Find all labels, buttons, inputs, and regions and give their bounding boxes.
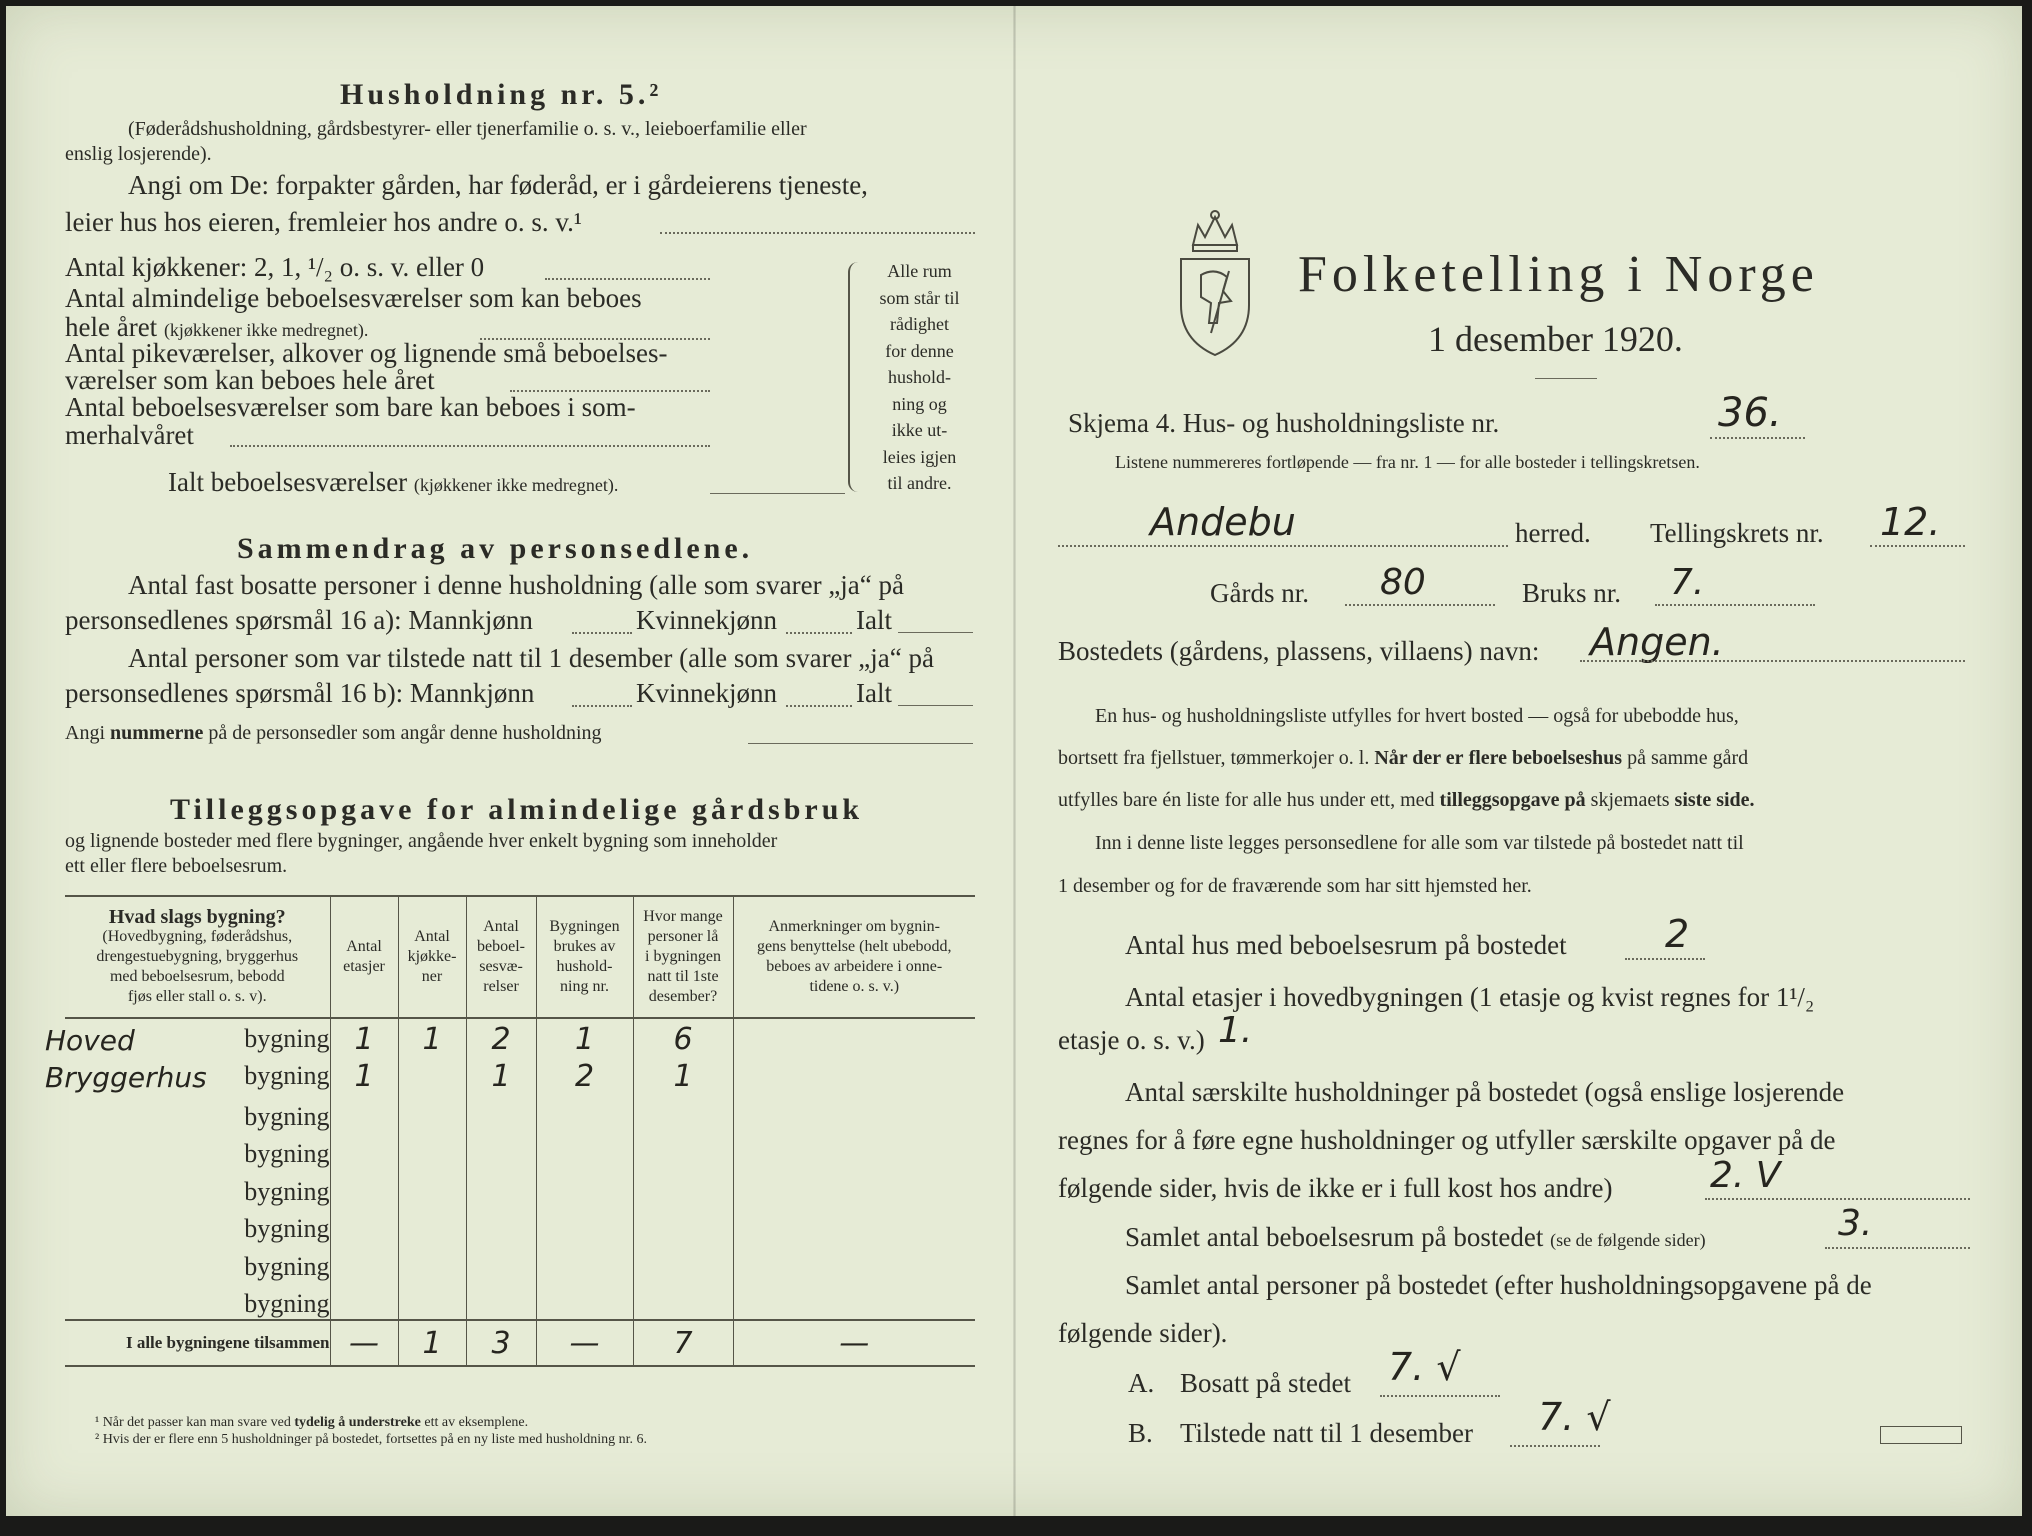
cell-hushold <box>536 1132 633 1170</box>
table-row <box>65 1094 975 1132</box>
building-type-cell <box>65 1244 330 1282</box>
households-line-1: Antal særskilte husholdninger på bostedet (også enslige losjerende <box>1125 1077 1845 1107</box>
footnote-1 <box>95 1415 528 1431</box>
building-word: bygning <box>244 1251 330 1281</box>
cell-remarks <box>733 1057 975 1095</box>
header-line: kjøkke- <box>407 948 457 965</box>
cell-kjokken <box>398 1057 466 1095</box>
summary-2a: Antal personer som var tilstede natt til 1 desember (alle som svarer „ja“ på <box>128 643 934 673</box>
building-word: bygning <box>244 1176 330 1206</box>
instr-3b: tilleggsopgave på <box>1439 789 1586 811</box>
instr-5: 1 desember og for de fraværende som har sitt hjemsted her. <box>1058 875 1532 897</box>
household-intro-2: enslig losjerende). <box>65 143 212 165</box>
summary-2-total: Ialt <box>856 678 892 708</box>
krets-value: 12. <box>1880 500 1941 544</box>
table-row <box>65 1169 975 1207</box>
person-numbers-line <box>65 722 602 745</box>
col-floors <box>330 896 398 1018</box>
table-row <box>65 1018 975 1057</box>
summary-1-total: Ialt <box>856 605 892 635</box>
building-type-cell <box>65 1094 330 1132</box>
rooms1-b: hele året <box>65 312 158 342</box>
rooms1-b-small: (kjøkkener ikke medregnet). <box>163 320 369 340</box>
present-label: Tilstede natt til 1 desember <box>1180 1418 1473 1448</box>
side-note-line: for denne <box>885 340 954 361</box>
floors-value: 1. <box>1218 1010 1253 1051</box>
cell-remarks <box>733 1169 975 1207</box>
instr-2 <box>1058 747 1748 770</box>
cell-remarks <box>733 1207 975 1245</box>
total-persons-line-1: Samlet antal personer på bostedet (efter husholdningsopgavene på de <box>1125 1270 1872 1300</box>
side-note-line: rådighet <box>890 314 949 334</box>
header-line: natt til 1ste <box>647 968 719 985</box>
total-rooms-label: Ialt beboelsesværelser <box>168 467 408 497</box>
header-line: tidene o. s. v.) <box>809 978 900 995</box>
gards-value: 80 <box>1380 562 1426 603</box>
floors-line-1: Antal etasjer i hovedbygningen (1 etasje og kvist regnes for 1¹/₂ <box>1125 982 1815 1012</box>
summary-1b: personsedlenes spørsmål 16 a): Mannkjønn <box>65 605 533 635</box>
household-intro: (Føderådshusholdning, gårdsbestyrer- eller tjenerfamilie o. s. v., leieboerfamilie eller <box>128 118 807 140</box>
households-line-3: følgende sider, hvis de ikke er i full kost hos andre) <box>1058 1173 1613 1203</box>
col-building-type-desc <box>65 927 330 1007</box>
table-row <box>65 1057 975 1095</box>
instr-3c: skjemaets <box>1590 789 1670 811</box>
households-value: 2. V <box>1710 1155 1781 1196</box>
side-note-line: hushold- <box>888 367 951 387</box>
list-note: Listene nummereres fortløpende — fra nr. 1 — for alle bosteder i tellingskretsen. <box>1115 452 1700 472</box>
total-kjokken: 1 <box>398 1320 466 1366</box>
instr-1: En hus- og husholdningsliste utfylles for hvert bosted — også for ubebodde hus, <box>1095 705 1739 727</box>
houses-label: Antal hus med beboelsesrum på bostedet <box>1125 930 1567 960</box>
cell-kjokken <box>398 1244 466 1282</box>
schema-number: 36. <box>1718 390 1782 436</box>
building-type-cell <box>65 1169 330 1207</box>
footnote-1a: ¹ Når det passer kan man svare ved <box>95 1415 291 1430</box>
building-word: bygning <box>244 1289 330 1318</box>
building-type-cell <box>65 1282 330 1321</box>
angi-line-1: Angi om De: forpakter gården, har føderåd, er i gårdeierens tjeneste, <box>128 170 868 200</box>
numbers-b: nummerne <box>110 722 204 744</box>
side-note-line: Alle rum <box>887 261 952 281</box>
header-line: fjøs eller stall o. s. v). <box>127 988 267 1005</box>
header-line: med beboelsesrum, bebodd <box>109 968 285 985</box>
bruks-value: 7. <box>1670 562 1705 603</box>
rooms2-line-a: Antal pikeværelser, alkover og lignende små beboelses- <box>65 338 668 368</box>
cell-hushold <box>536 1244 633 1282</box>
cell-kjokken <box>398 1132 466 1170</box>
col-building-type-title: Hvad slags bygning? <box>108 906 286 928</box>
bosted-value: Angen. <box>1590 620 1724 664</box>
cell-remarks <box>733 1132 975 1170</box>
summary-1a: Antal fast bosatte personer i denne husholdning (alle som svarer „ja“ på <box>128 570 904 600</box>
col-persons <box>633 896 733 1018</box>
cell-vaerelser <box>466 1094 536 1132</box>
instr-2c: flere beboelseshus <box>1468 747 1623 769</box>
col-remarks <box>733 896 975 1018</box>
cell-vaerelser <box>466 1132 536 1170</box>
col-rooms <box>466 896 536 1018</box>
total-rooms-fill <box>710 493 845 494</box>
building-word: bygning <box>244 1214 330 1243</box>
cell-hushold <box>536 1207 633 1245</box>
resident-value: 7. √ <box>1388 1345 1461 1389</box>
buildings-table <box>45 895 975 1367</box>
cell-vaerelser: 1 <box>466 1057 536 1095</box>
cell-personer <box>633 1132 733 1170</box>
instr-3 <box>1058 789 1755 812</box>
building-type-cell <box>45 1057 330 1095</box>
cell-personer <box>633 1094 733 1132</box>
total-row-label: I alle bygningene tilsammen <box>65 1320 330 1366</box>
cell-kjokken <box>398 1207 466 1245</box>
present-letter: B. <box>1128 1418 1153 1448</box>
supplement-title: Tilleggsopgave for almindelige gårdsbruk <box>170 793 864 826</box>
cell-etasjer <box>330 1169 398 1207</box>
title-rule <box>1535 378 1597 379</box>
cell-vaerelser: 2 <box>466 1018 536 1057</box>
building-type-cell <box>45 1018 330 1057</box>
summary-2b: personsedlenes spørsmål 16 b): Mannkjønn <box>65 678 535 708</box>
cell-hushold <box>536 1094 633 1132</box>
kitchens-label: Antal kjøkkener: 2, 1, ¹/₂ o. s. v. eller 0 <box>65 252 485 282</box>
header-line: Anmerkninger om bygnin- <box>768 918 941 935</box>
cell-remarks <box>733 1094 975 1132</box>
total-rooms-label-r <box>1125 1222 1706 1253</box>
cell-kjokken: 1 <box>398 1018 466 1057</box>
cell-remarks <box>733 1244 975 1282</box>
header-line: hushold- <box>556 958 613 975</box>
table-row <box>65 1244 975 1282</box>
col-household-no <box>536 896 633 1018</box>
numbers-c: på de personsedler som angår denne husholdning <box>208 722 602 744</box>
numbers-a: Angi <box>65 722 105 744</box>
header-line: i bygningen <box>645 948 721 965</box>
cell-personer <box>633 1282 733 1321</box>
cell-hushold <box>536 1282 633 1321</box>
cell-hushold: 1 <box>536 1018 633 1057</box>
herred-label: herred. <box>1515 518 1591 548</box>
angi-line-2: leier hus hos eieren, fremleier hos andre o. s. v.¹ <box>65 207 582 237</box>
angi-fill-line <box>660 232 975 234</box>
header-line: personer lå <box>647 928 719 945</box>
header-line: ner <box>421 968 443 985</box>
cell-personer <box>633 1169 733 1207</box>
buildings-table-body <box>45 1018 975 1366</box>
header-line: etasjer <box>343 958 385 975</box>
header-line: gens benyttelse (helt ubebodd, <box>756 938 952 955</box>
col-building-type <box>65 896 330 1018</box>
side-note-line: leies igjen <box>882 446 957 467</box>
footnote-1c: ett av eksemplene. <box>424 1415 529 1430</box>
header-line: Antal <box>483 918 519 935</box>
instr-3a: utfylles bare én liste for alle hus under ett, med <box>1058 789 1435 811</box>
table-row <box>65 1207 975 1245</box>
building-word: bygning <box>244 1061 330 1090</box>
rooms2-line-b: værelser som kan beboes hele året <box>65 365 435 395</box>
total-rooms-value: 3. <box>1838 1203 1873 1244</box>
cell-etasjer <box>330 1282 398 1321</box>
total-row <box>65 1320 975 1366</box>
header-line: Bygningen <box>549 918 620 935</box>
total-vaerelser: 3 <box>466 1320 536 1366</box>
total-rooms-r-small: (se de følgende sider) <box>1550 1230 1706 1250</box>
header-line: drengestuebygning, bryggerhus <box>96 948 299 965</box>
cell-etasjer: 1 <box>330 1057 398 1095</box>
printer-stamp <box>1880 1426 1962 1444</box>
header-line: beboes av arbeidere i onne- <box>766 958 943 975</box>
header-line: Antal <box>346 938 382 955</box>
header-line: Hvor mange <box>643 908 723 925</box>
cell-remarks <box>733 1282 975 1321</box>
total-persons-line-2: følgende sider). <box>1058 1318 1228 1348</box>
page-fold <box>1013 6 1016 1516</box>
rooms3-line-b: merhalvåret <box>65 420 194 450</box>
cell-personer: 1 <box>633 1057 733 1095</box>
total-etasjer: — <box>330 1320 398 1366</box>
rooms1-line-a: Antal almindelige beboelsesværelser som kan beboes <box>65 283 642 313</box>
cell-etasjer <box>330 1207 398 1245</box>
instr-4: Inn i denne liste legges personsedlene for alle som var tilstede på bostedet natt til <box>1095 832 1744 854</box>
cell-vaerelser <box>466 1169 536 1207</box>
side-note-line: til andre. <box>887 473 952 493</box>
instr-3d: siste side. <box>1674 789 1755 811</box>
bosted-label: Bostedets (gårdens, plassens, villaens) navn: <box>1058 636 1540 666</box>
census-title: Folketelling i Norge <box>1298 246 1819 303</box>
header-line: brukes av <box>553 938 616 955</box>
footnote-2: ² Hvis der er flere enn 5 husholdninger på bostedet, fortsettes på en ny liste med husholdning nr. 6. <box>95 1432 648 1447</box>
floors-line-2: etasje o. s. v.) <box>1058 1025 1205 1055</box>
schema-label: Skjema 4. Hus- og husholdningsliste nr. <box>1068 408 1500 438</box>
header-line: ning nr. <box>560 978 609 995</box>
cell-personer <box>633 1244 733 1282</box>
header-line: beboel- <box>477 938 525 955</box>
building-type-cell <box>65 1207 330 1245</box>
kitchens-fill <box>545 278 710 280</box>
total-rooms-small: (kjøkkener ikke medregnet). <box>413 475 619 495</box>
cell-vaerelser <box>466 1207 536 1245</box>
building-name: Bryggerhus <box>45 1061 207 1094</box>
norway-coat-of-arms-icon <box>1173 205 1258 360</box>
header-line: Antal <box>414 928 450 945</box>
cell-kjokken <box>398 1094 466 1132</box>
krets-label: Tellingskrets nr. <box>1650 518 1824 548</box>
cell-etasjer <box>330 1132 398 1170</box>
gards-label: Gårds nr. <box>1210 578 1309 608</box>
instr-2a: bortsett fra fjellstuer, tømmerkojer o. l. <box>1058 747 1370 769</box>
side-note-line: som står til <box>879 287 960 308</box>
bruks-label: Bruks nr. <box>1522 578 1622 608</box>
census-date: 1 desember 1920. <box>1428 319 1683 359</box>
cell-etasjer <box>330 1094 398 1132</box>
header-line: desember? <box>648 988 718 1005</box>
buildings-table-header <box>65 896 975 1018</box>
resident-label: Bosatt på stedet <box>1180 1368 1351 1398</box>
header-line: sesvæ- <box>479 958 523 975</box>
cell-hushold: 2 <box>536 1057 633 1095</box>
total-anm: — <box>733 1320 975 1366</box>
instr-2b: Når der er <box>1374 747 1464 769</box>
supplement-1: og lignende bosteder med flere bygninger, angående hver enkelt bygning som inneholder <box>65 830 778 852</box>
cell-vaerelser <box>466 1282 536 1321</box>
cell-vaerelser <box>466 1244 536 1282</box>
side-note-line: ning og <box>892 393 947 414</box>
cell-etasjer <box>330 1244 398 1282</box>
building-type-cell <box>65 1132 330 1170</box>
total-hushold: — <box>536 1320 633 1366</box>
cell-hushold <box>536 1169 633 1207</box>
total-rooms-line <box>168 467 618 498</box>
instr-2d: på samme gård <box>1627 747 1749 769</box>
supplement-2: ett eller flere beboelsesrum. <box>65 855 288 877</box>
building-word: bygning <box>244 1023 330 1053</box>
present-value: 7. √ <box>1538 1395 1611 1439</box>
houses-value: 2 <box>1665 912 1690 956</box>
cell-kjokken <box>398 1282 466 1321</box>
summary-2-female: Kvinnekjønn <box>636 678 777 708</box>
households-line-2: regnes for å føre egne husholdninger og utfyller særskilte opgaver på de <box>1058 1125 1836 1155</box>
header-line: (Hovedbygning, føderådshus, <box>102 928 293 945</box>
cell-remarks <box>733 1018 975 1057</box>
side-note-brace <box>848 262 862 492</box>
summary-title: Sammendrag av personsedlene. <box>237 532 754 565</box>
table-row <box>65 1282 975 1321</box>
col-kitchens <box>398 896 466 1018</box>
herred-value: Andebu <box>1150 500 1296 544</box>
side-note-line: ikke ut- <box>891 420 948 440</box>
footnote-1b: tydelig å understreke <box>294 1415 421 1430</box>
resident-letter: A. <box>1128 1368 1155 1398</box>
household-title: Husholdning nr. 5.² <box>340 78 663 111</box>
side-note <box>862 258 977 497</box>
table-row <box>65 1132 975 1170</box>
total-rooms-r: Samlet antal beboelsesrum på bostedet <box>1125 1222 1544 1252</box>
header-line: relser <box>483 978 519 995</box>
building-word: bygning <box>244 1139 330 1168</box>
rooms3-line-a: Antal beboelsesværelser som bare kan beboes i som- <box>65 392 636 422</box>
rooms3-fill <box>230 445 710 447</box>
cell-kjokken <box>398 1169 466 1207</box>
cell-personer: 6 <box>633 1018 733 1057</box>
building-word: bygning <box>244 1101 330 1131</box>
total-personer: 7 <box>633 1320 733 1366</box>
cell-etasjer: 1 <box>330 1018 398 1057</box>
summary-1-female: Kvinnekjønn <box>636 605 777 635</box>
cell-personer <box>633 1207 733 1245</box>
building-name: Hoved <box>45 1023 135 1057</box>
